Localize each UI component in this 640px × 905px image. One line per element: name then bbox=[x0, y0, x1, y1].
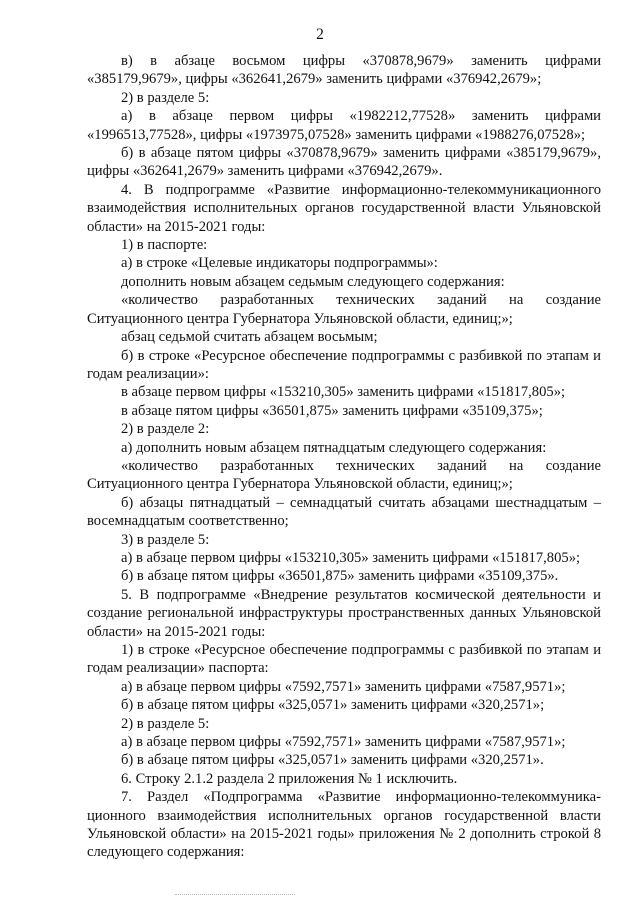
paragraph: 4. В подпрограмме «Развитие информационно-телекоммуникационного взаимодействия исполнительных органов государственной власти Ульяновской области» на 2015-2021 годы: bbox=[87, 181, 601, 235]
paragraph: б) в абзаце пятом цифры «370878,9679» заменить цифрами «385179,9679», цифры «362641,2679» заменить цифрами «376942,2679». bbox=[87, 145, 601, 180]
paragraph: абзац седьмой считать абзацем восьмым; bbox=[121, 329, 378, 346]
paragraph: а) в абзаце первом цифры «1982212,77528» заменить цифрами «1996513,77528», цифры «1973975,07528» заменить цифрами «1988276,07528»; bbox=[87, 108, 601, 143]
paragraph: 2) в разделе 2: bbox=[121, 421, 210, 438]
paragraph: б) в абзаце пятом цифры «325,0571» заменить цифрами «320,2571»; bbox=[121, 697, 545, 714]
paragraph: б) в строке «Ресурсное обеспечение подпрограммы с разбивкой по этапам и годам реализации»: bbox=[87, 347, 601, 382]
paragraph: а) в абзаце первом цифры «7592,7571» заменить цифрами «7587,9571»; bbox=[121, 678, 566, 695]
paragraph: дополнить новым абзацем седьмым следующего содержания: bbox=[121, 273, 505, 290]
paragraph: в абзаце первом цифры «153210,305» заменить цифрами «151817,805»; bbox=[121, 384, 566, 401]
paragraph: а) в строке «Целевые индикаторы подпрограммы»: bbox=[121, 255, 438, 272]
paragraph: 7. Раздел «Подпрограмма «Развитие информационно-телекоммуника-ционного взаимодействия исполнительных органов государственной власти Ульяновской области» на 2015-2021 годы» приложения № 2 дополнить строкой 8 следующего содержания: bbox=[87, 789, 601, 861]
paragraph: а) в абзаце первом цифры «7592,7571» заменить цифрами «7587,9571»; bbox=[121, 734, 566, 751]
paragraph: а) дополнить новым абзацем пятнадцатым следующего содержания: bbox=[121, 439, 547, 456]
paragraph: 3) в разделе 5: bbox=[121, 531, 210, 548]
paragraph: в абзаце пятом цифры «36501,875» заменить цифрами «35109,375»; bbox=[121, 402, 543, 419]
paragraph: а) в абзаце первом цифры «153210,305» заменить цифрами «151817,805»; bbox=[121, 549, 581, 566]
document-body bbox=[87, 52, 601, 862]
paragraph: б) абзацы пятнадцатый – семнадцатый считать абзацами шестнадцатым – восемнадцатым соответственно; bbox=[87, 494, 601, 530]
paragraph: в) в абзаце восьмом цифры «370878,9679» заменить цифрами «385179,9679», цифры «362641,2679» заменить цифрами «376942,2679»; bbox=[87, 53, 601, 88]
scan-artifact bbox=[175, 894, 295, 897]
paragraph: 1) в строке «Ресурсное обеспечение подпрограммы с разбивкой по этапам и годам реализации» паспорта: bbox=[87, 642, 601, 677]
paragraph: «количество разработанных технических заданий на создание Ситуационного центра Губернатора Ульяновской области, единиц;»; bbox=[87, 292, 601, 327]
paragraph: 2) в разделе 5: bbox=[121, 715, 210, 732]
paragraph: б) в абзаце пятом цифры «36501,875» заменить цифрами «35109,375». bbox=[121, 568, 559, 585]
paragraph: «количество разработанных технических заданий на создание Ситуационного центра Губернатора Ульяновской области, единиц;»; bbox=[87, 457, 601, 493]
page-number: 2 bbox=[316, 26, 324, 43]
paragraph: б) в абзаце пятом цифры «325,0571» заменить цифрами «320,2571». bbox=[121, 752, 544, 769]
paragraph: 5. В подпрограмме «Внедрение результатов космической деятельности и создание региональной инфраструктуры пространственных данных Ульяновской области» на 2015-2021 годы: bbox=[87, 586, 601, 640]
paragraph: 6. Строку 2.1.2 раздела 2 приложения № 1 исключить. bbox=[121, 770, 458, 787]
paragraph: 2) в разделе 5: bbox=[121, 89, 210, 106]
paragraph: 1) в паспорте: bbox=[121, 237, 208, 254]
